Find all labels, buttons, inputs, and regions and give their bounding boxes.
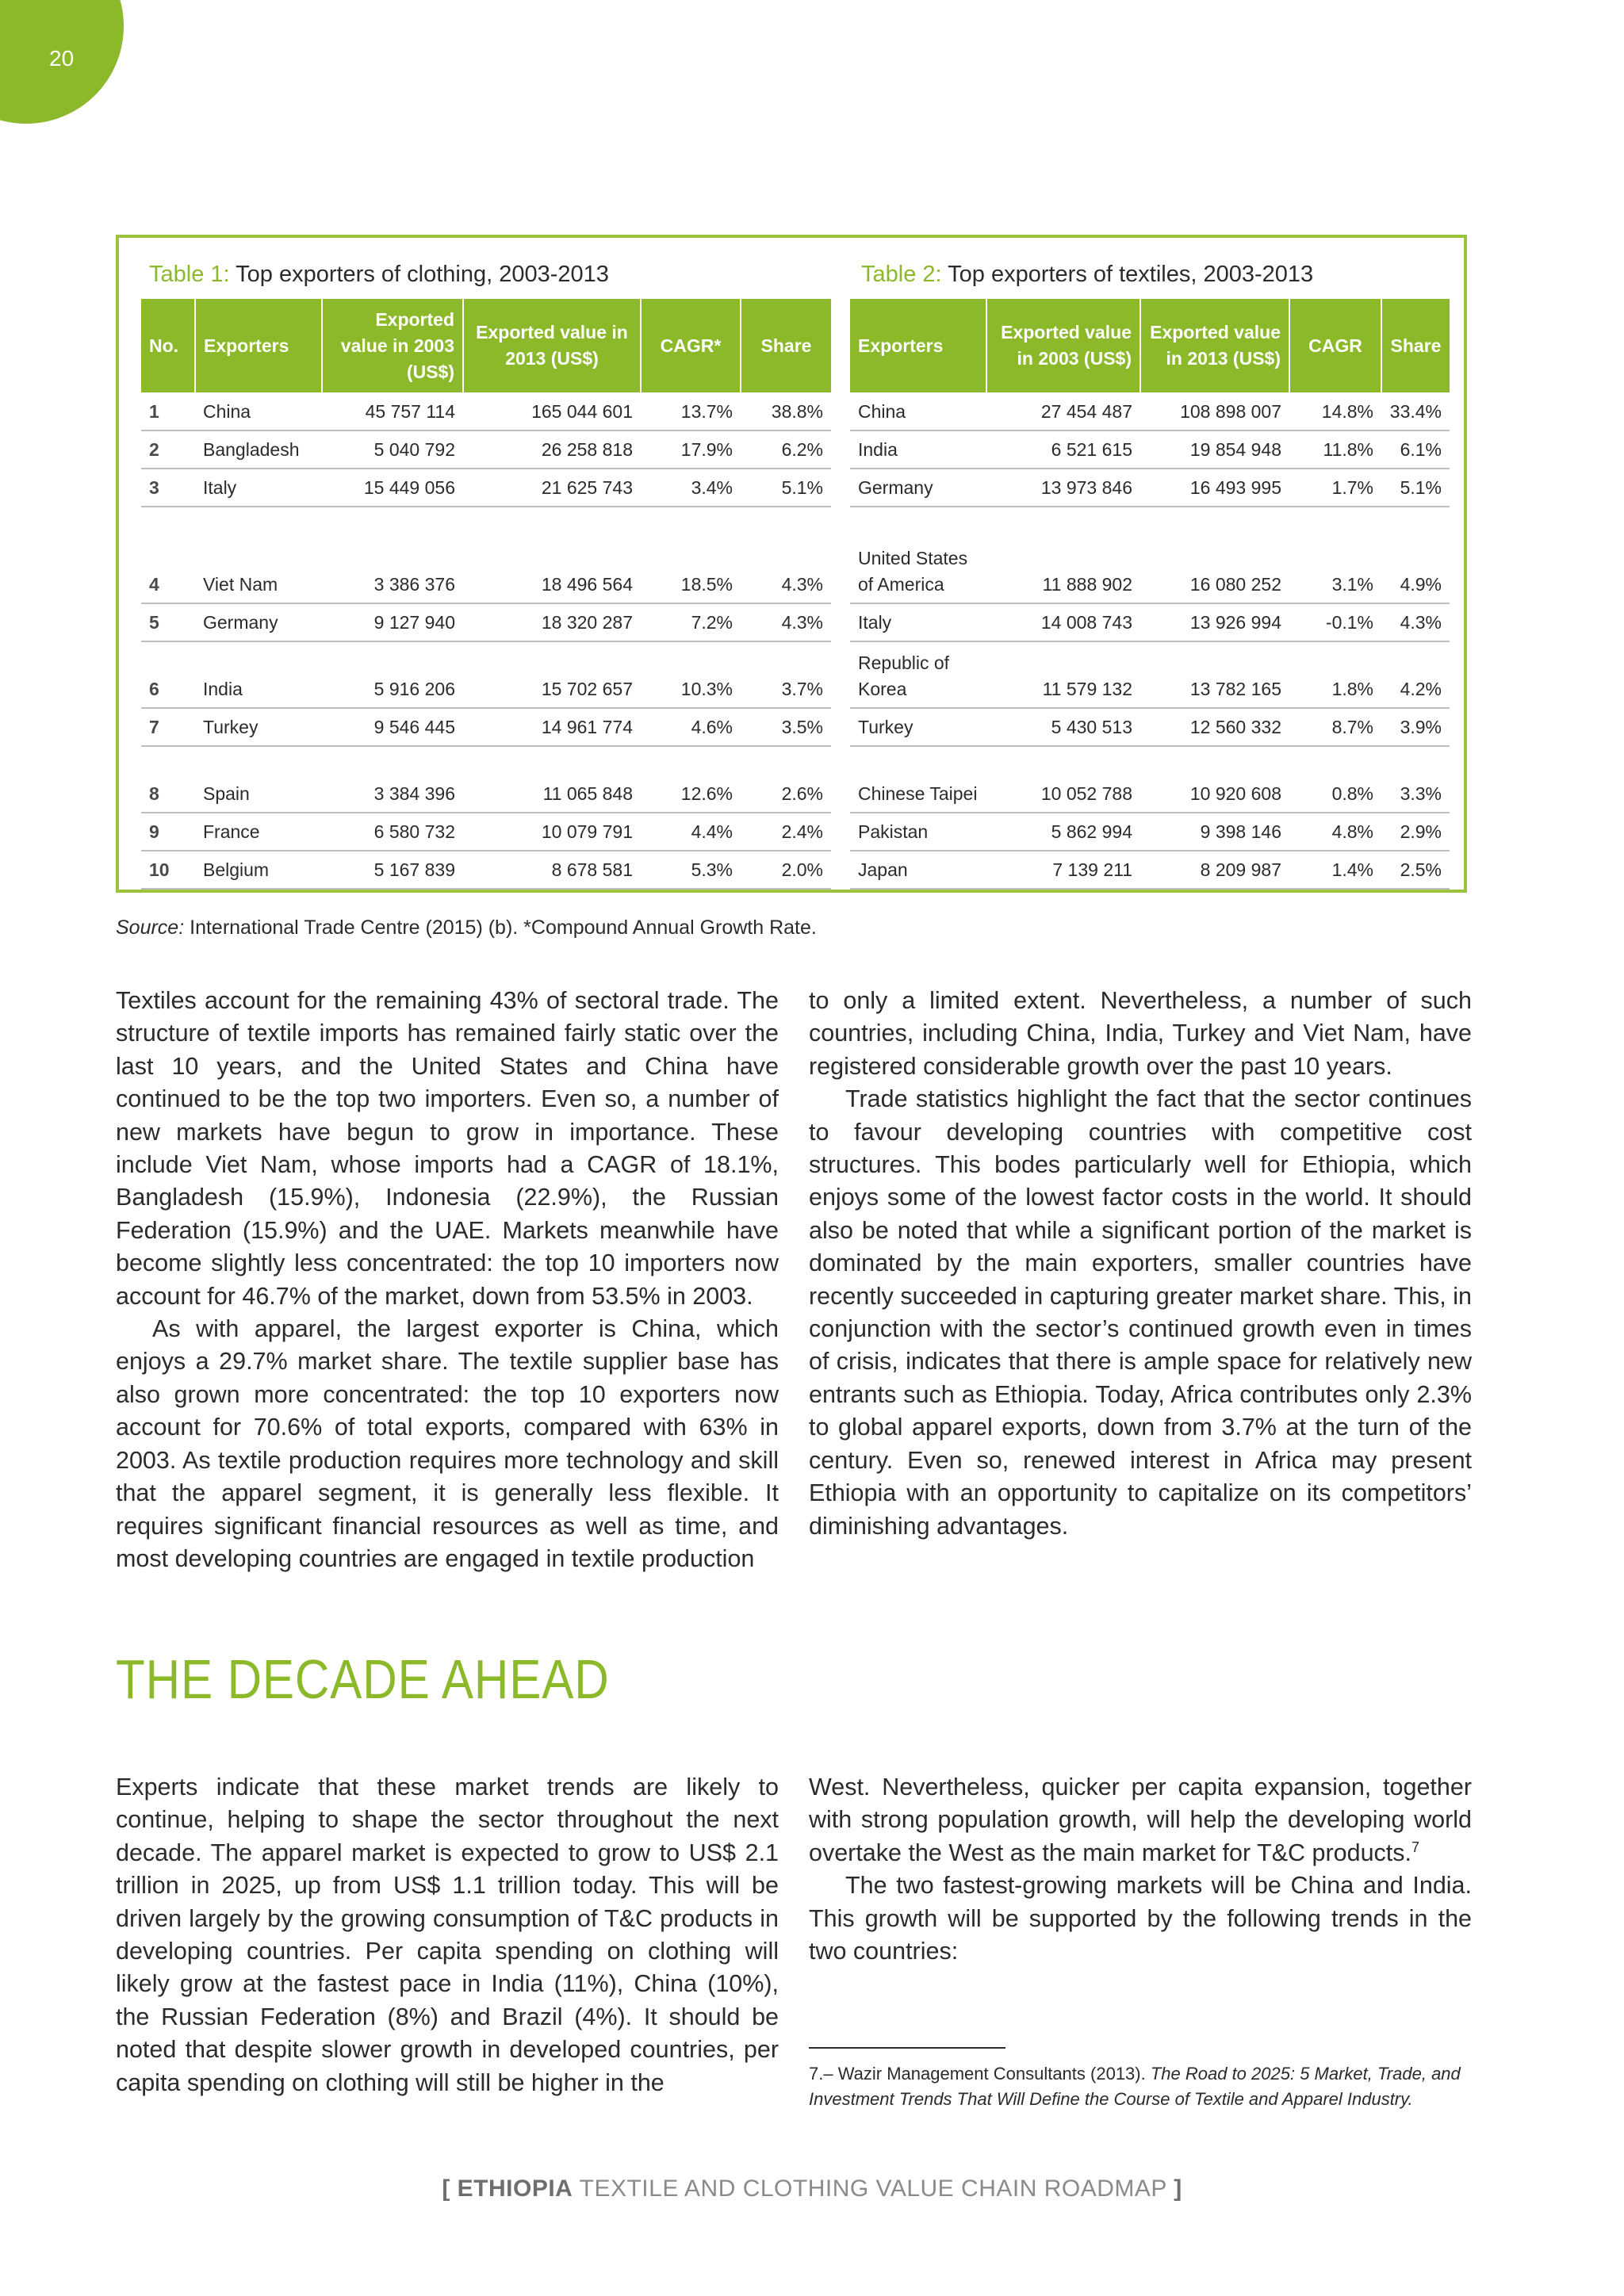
- table2-header-row: [850, 299, 1450, 392]
- table2-header-cell: Share: [1381, 299, 1450, 392]
- table-cell: 3.3%: [1381, 746, 1450, 813]
- table-cell: 1.8%: [1289, 641, 1381, 708]
- table-cell: 19 854 948: [1140, 430, 1289, 469]
- table1-header-cell: Exporters: [195, 299, 322, 392]
- table2-title-text: Top exporters of textiles, 2003-2013: [948, 262, 1314, 287]
- paragraph: Experts indicate that these market trends are likely to continue, helping to shape the sector throughout the next decade. The apparel market is expected to grow to US$ 2.1 trillion in 2025, up from US$ 1.1 trillion today. This will be driven largely by the growing consumption of T&C products in developing countries. Per capita spending on clothing will likely grow at the fastest pace in India (11%), China (10%), the Russian Federation (8%) and Brazil (4%). It should be noted that despite slower growth in developed countries, per capita spending on clothing will still be higher in the: [116, 1774, 779, 2096]
- table-cell: -0.1%: [1289, 603, 1381, 641]
- table-cell: 10 079 791: [463, 813, 641, 851]
- table-cell: Chinese Taipei: [850, 746, 986, 813]
- footnote-prefix: 7.– Wazir Management Consultants (2013).: [809, 2064, 1151, 2084]
- table-cell: Viet Nam: [195, 507, 322, 603]
- table-cell: 21 625 743: [463, 469, 641, 507]
- table-cell: 4.8%: [1289, 813, 1381, 851]
- table-cell: 13 973 846: [986, 469, 1140, 507]
- table-cell: 4.4%: [641, 813, 741, 851]
- table-cell: 18 496 564: [463, 507, 641, 603]
- table-cell: 27 454 487: [986, 392, 1140, 430]
- footnote-divider: [809, 2047, 1005, 2049]
- table-cell: 4: [141, 507, 195, 603]
- table-row: [141, 746, 831, 813]
- table1-header-cell: Exported value in 2003 (US$): [322, 299, 463, 392]
- table2-header-cell: Exported value in 2003 (US$): [986, 299, 1140, 392]
- table-cell: 7: [141, 708, 195, 746]
- table-cell: 7 139 211: [986, 851, 1140, 889]
- paragraph: [809, 1771, 1472, 1869]
- paragraph: As with apparel, the largest exporter is China, which enjoys a 29.7% market share. The textile supplier base has also grown more concentrated: the top 10 exporters now account for 70.6% of total exports, compared with 63% in 2003. As textile production requires more technology and skill that the apparel segment, it is generally less flexible. It requires significant financial resources as well as time, and most developing countries are engaged in textile production: [116, 1315, 779, 1572]
- table-cell: 4.6%: [641, 708, 741, 746]
- table-cell: 2.9%: [1381, 813, 1450, 851]
- table-cell: 5.1%: [741, 469, 831, 507]
- table-cell: 15 449 056: [322, 469, 463, 507]
- table-row: [850, 813, 1450, 851]
- table2-header-cell: CAGR: [1289, 299, 1381, 392]
- paragraph-text: West. Nevertheless, quicker per capita expansion, together with strong population growth, will help the developing world overtake the West as the main market for T&C products.: [809, 1774, 1472, 1866]
- table-cell: 3: [141, 469, 195, 507]
- table-row: [850, 507, 1450, 603]
- table-cell: 14.8%: [1289, 392, 1381, 430]
- table-cell: 3.5%: [741, 708, 831, 746]
- table-cell: 6: [141, 641, 195, 708]
- table-cell: Japan: [850, 851, 986, 889]
- section-heading: THE DECADE AHEAD: [116, 1648, 610, 1710]
- table-cell: 5 430 513: [986, 708, 1140, 746]
- page-footer: [0, 2175, 1624, 2202]
- source-text: International Trade Centre (2015) (b). *Compound Annual Growth Rate.: [190, 916, 817, 939]
- section2-left-column: [116, 1771, 779, 2099]
- table1-header-cell: Share: [741, 299, 831, 392]
- table-row: [141, 430, 831, 469]
- table1-title-text: Top exporters of clothing, 2003-2013: [236, 262, 609, 287]
- table-cell: 13 926 994: [1140, 603, 1289, 641]
- table-cell: 1: [141, 392, 195, 430]
- table-cell: Italy: [195, 469, 322, 507]
- table-row: [850, 851, 1450, 889]
- table-cell: 5: [141, 603, 195, 641]
- table-cell: 108 898 007: [1140, 392, 1289, 430]
- paragraph: Textiles account for the remaining 43% of sectoral trade. The structure of textile imports has remained fairly static over the last 10 years, and the United States and China have continued to be the top two importers. Even so, a number of new markets have begun to grow in importance. These include Viet Nam, whose imports had a CAGR of 18.1%, Bangladesh (15.9%), Indonesia (22.9%), the Russian Federation (15.9%) and the UAE. Markets meanwhile have become slightly less concentrated: the top 10 importers now account for 46.7% of the market, down from 53.5% in 2003.: [116, 987, 779, 1310]
- table-cell: Spain: [195, 746, 322, 813]
- table-cell: 16 493 995: [1140, 469, 1289, 507]
- table1-header-cell: CAGR*: [641, 299, 741, 392]
- table-cell: 5 862 994: [986, 813, 1140, 851]
- footer-bracket-close: ]: [1174, 2175, 1182, 2202]
- table-cell: 3.1%: [1289, 507, 1381, 603]
- table-cell: 6.2%: [741, 430, 831, 469]
- table2-title: [861, 262, 1313, 288]
- paragraph: The two fastest-growing markets will be China and India. This growth will be supported by the following trends in the two countries:: [809, 1872, 1472, 1965]
- table-cell: 5.1%: [1381, 469, 1450, 507]
- table-cell: 2.5%: [1381, 851, 1450, 889]
- table-cell: 9 127 940: [322, 603, 463, 641]
- table-cell: 11 065 848: [463, 746, 641, 813]
- table-row: [141, 641, 831, 708]
- table-cell: 11 888 902: [986, 507, 1140, 603]
- table1-header-row: [141, 299, 831, 392]
- table-cell: 5 167 839: [322, 851, 463, 889]
- table-cell: 5 916 206: [322, 641, 463, 708]
- footer-text: TEXTILE AND CLOTHING VALUE CHAIN ROADMAP: [573, 2175, 1174, 2202]
- table-cell: 6 521 615: [986, 430, 1140, 469]
- table-cell: 3.7%: [741, 641, 831, 708]
- table2-label: Table 2:: [861, 262, 942, 287]
- table-cell: India: [195, 641, 322, 708]
- table-cell: 18.5%: [641, 507, 741, 603]
- table-cell: 8: [141, 746, 195, 813]
- table-cell: 10 920 608: [1140, 746, 1289, 813]
- table-cell: 17.9%: [641, 430, 741, 469]
- table2-header-cell: Exporters: [850, 299, 986, 392]
- table-cell: 11 579 132: [986, 641, 1140, 708]
- table-cell: 10 052 788: [986, 746, 1140, 813]
- table-row: [141, 851, 831, 889]
- table-cell: Bangladesh: [195, 430, 322, 469]
- table-row: [141, 708, 831, 746]
- table-cell: 13 782 165: [1140, 641, 1289, 708]
- table-cell: 2.0%: [741, 851, 831, 889]
- table-row: [141, 507, 831, 603]
- table-cell: 1.4%: [1289, 851, 1381, 889]
- table-row: [850, 641, 1450, 708]
- table-cell: 4.3%: [741, 507, 831, 603]
- footnote-ref[interactable]: 7: [1411, 1839, 1420, 1855]
- table-cell: Italy: [850, 603, 986, 641]
- table-cell: Republic of Korea: [850, 641, 986, 708]
- table-row: [850, 746, 1450, 813]
- page-number: 20: [49, 46, 75, 71]
- table-cell: Turkey: [195, 708, 322, 746]
- table-cell: 3.4%: [641, 469, 741, 507]
- table-cell: 3.9%: [1381, 708, 1450, 746]
- section2-right-column: [809, 1771, 1472, 1968]
- table-row: [141, 469, 831, 507]
- table1-title: [149, 262, 609, 288]
- table-cell: Germany: [850, 469, 986, 507]
- table-cell: Turkey: [850, 708, 986, 746]
- table-cell: United States of America: [850, 507, 986, 603]
- table-row: [850, 603, 1450, 641]
- table-row: [850, 392, 1450, 430]
- table-cell: 3 386 376: [322, 507, 463, 603]
- table-cell: 2: [141, 430, 195, 469]
- table-cell: 5 040 792: [322, 430, 463, 469]
- table1-header-cell: No.: [141, 299, 195, 392]
- table-cell: France: [195, 813, 322, 851]
- table-cell: 9: [141, 813, 195, 851]
- table-cell: 14 961 774: [463, 708, 641, 746]
- table-cell: 38.8%: [741, 392, 831, 430]
- table-cell: Belgium: [195, 851, 322, 889]
- table-cell: 6.1%: [1381, 430, 1450, 469]
- table-cell: 9 546 445: [322, 708, 463, 746]
- table-row: [850, 430, 1450, 469]
- table-cell: 6 580 732: [322, 813, 463, 851]
- table-cell: Pakistan: [850, 813, 986, 851]
- table-row: [141, 813, 831, 851]
- table-cell: 10: [141, 851, 195, 889]
- table-cell: 2.4%: [741, 813, 831, 851]
- table-cell: 12.6%: [641, 746, 741, 813]
- table-cell: 8.7%: [1289, 708, 1381, 746]
- section1-left-column: [116, 985, 779, 1575]
- table-cell: 15 702 657: [463, 641, 641, 708]
- table-cell: 2.6%: [741, 746, 831, 813]
- paragraph: to only a limited extent. Nevertheless, a number of such countries, including China, India, Turkey and Viet Nam, have registered considerable growth over the past 10 years.: [809, 987, 1472, 1080]
- table-source-note: [116, 916, 817, 939]
- source-label: Source:: [116, 916, 185, 939]
- paragraph: Trade statistics highlight the fact that the sector continues to favour developing countries with competitive cost structures. This bodes particularly well for Ethiopia, which enjoys some of the lowest factor costs in the world. It should also be noted that while a significant portion of the market is dominated by the main exporters, smaller countries have recently succeeded in capturing greater market share. This, in conjunction with the sector’s continued growth even in times of crisis, indicates that there is ample space for relatively new entrants such as Ethiopia. Today, Africa contributes only 2.3% to global apparel exports, down from 3.7% at the turn of the century. Even so, renewed interest in Africa may present Ethiopia with an opportunity to capitalize on its competitors’ diminishing advantages.: [809, 1085, 1472, 1540]
- table-cell: Germany: [195, 603, 322, 641]
- table-cell: 11.8%: [1289, 430, 1381, 469]
- table1-header-cell: Exported value in 2013 (US$): [463, 299, 641, 392]
- table1-label: Table 1:: [149, 262, 230, 287]
- table-row: [141, 603, 831, 641]
- table-cell: 13.7%: [641, 392, 741, 430]
- table1-clothing-exporters: [141, 299, 831, 890]
- footnote-7: [809, 2061, 1472, 2112]
- footnote-title: The Road to 2025: 5 Market, Trade, and Investment Trends That Will Define the Course of Textile and Apparel Industry.: [809, 2064, 1461, 2109]
- table-cell: 0.8%: [1289, 746, 1381, 813]
- table-cell: 5.3%: [641, 851, 741, 889]
- footer-bracket-open: [: [442, 2175, 450, 2202]
- table-cell: 4.2%: [1381, 641, 1450, 708]
- table-cell: 16 080 252: [1140, 507, 1289, 603]
- table-cell: 1.7%: [1289, 469, 1381, 507]
- table-cell: 4.3%: [741, 603, 831, 641]
- table-cell: 9 398 146: [1140, 813, 1289, 851]
- section1-right-column: [809, 985, 1472, 1543]
- table-row: [850, 708, 1450, 746]
- table-cell: China: [850, 392, 986, 430]
- table-cell: 4.3%: [1381, 603, 1450, 641]
- table-cell: 33.4%: [1381, 392, 1450, 430]
- table-cell: China: [195, 392, 322, 430]
- table-cell: 8 678 581: [463, 851, 641, 889]
- table-cell: 165 044 601: [463, 392, 641, 430]
- table-row: [141, 392, 831, 430]
- table-cell: 12 560 332: [1140, 708, 1289, 746]
- table-row: [850, 469, 1450, 507]
- footer-country: ETHIOPIA: [457, 2175, 573, 2202]
- table-cell: 8 209 987: [1140, 851, 1289, 889]
- table-cell: 4.9%: [1381, 507, 1450, 603]
- table-cell: 45 757 114: [322, 392, 463, 430]
- table-cell: 14 008 743: [986, 603, 1140, 641]
- table-cell: 26 258 818: [463, 430, 641, 469]
- table-cell: 7.2%: [641, 603, 741, 641]
- table-cell: 10.3%: [641, 641, 741, 708]
- table-cell: 3 384 396: [322, 746, 463, 813]
- table2-header-cell: Exported value in 2013 (US$): [1140, 299, 1289, 392]
- table-cell: 18 320 287: [463, 603, 641, 641]
- table-cell: India: [850, 430, 986, 469]
- table2-textile-exporters: [850, 299, 1450, 890]
